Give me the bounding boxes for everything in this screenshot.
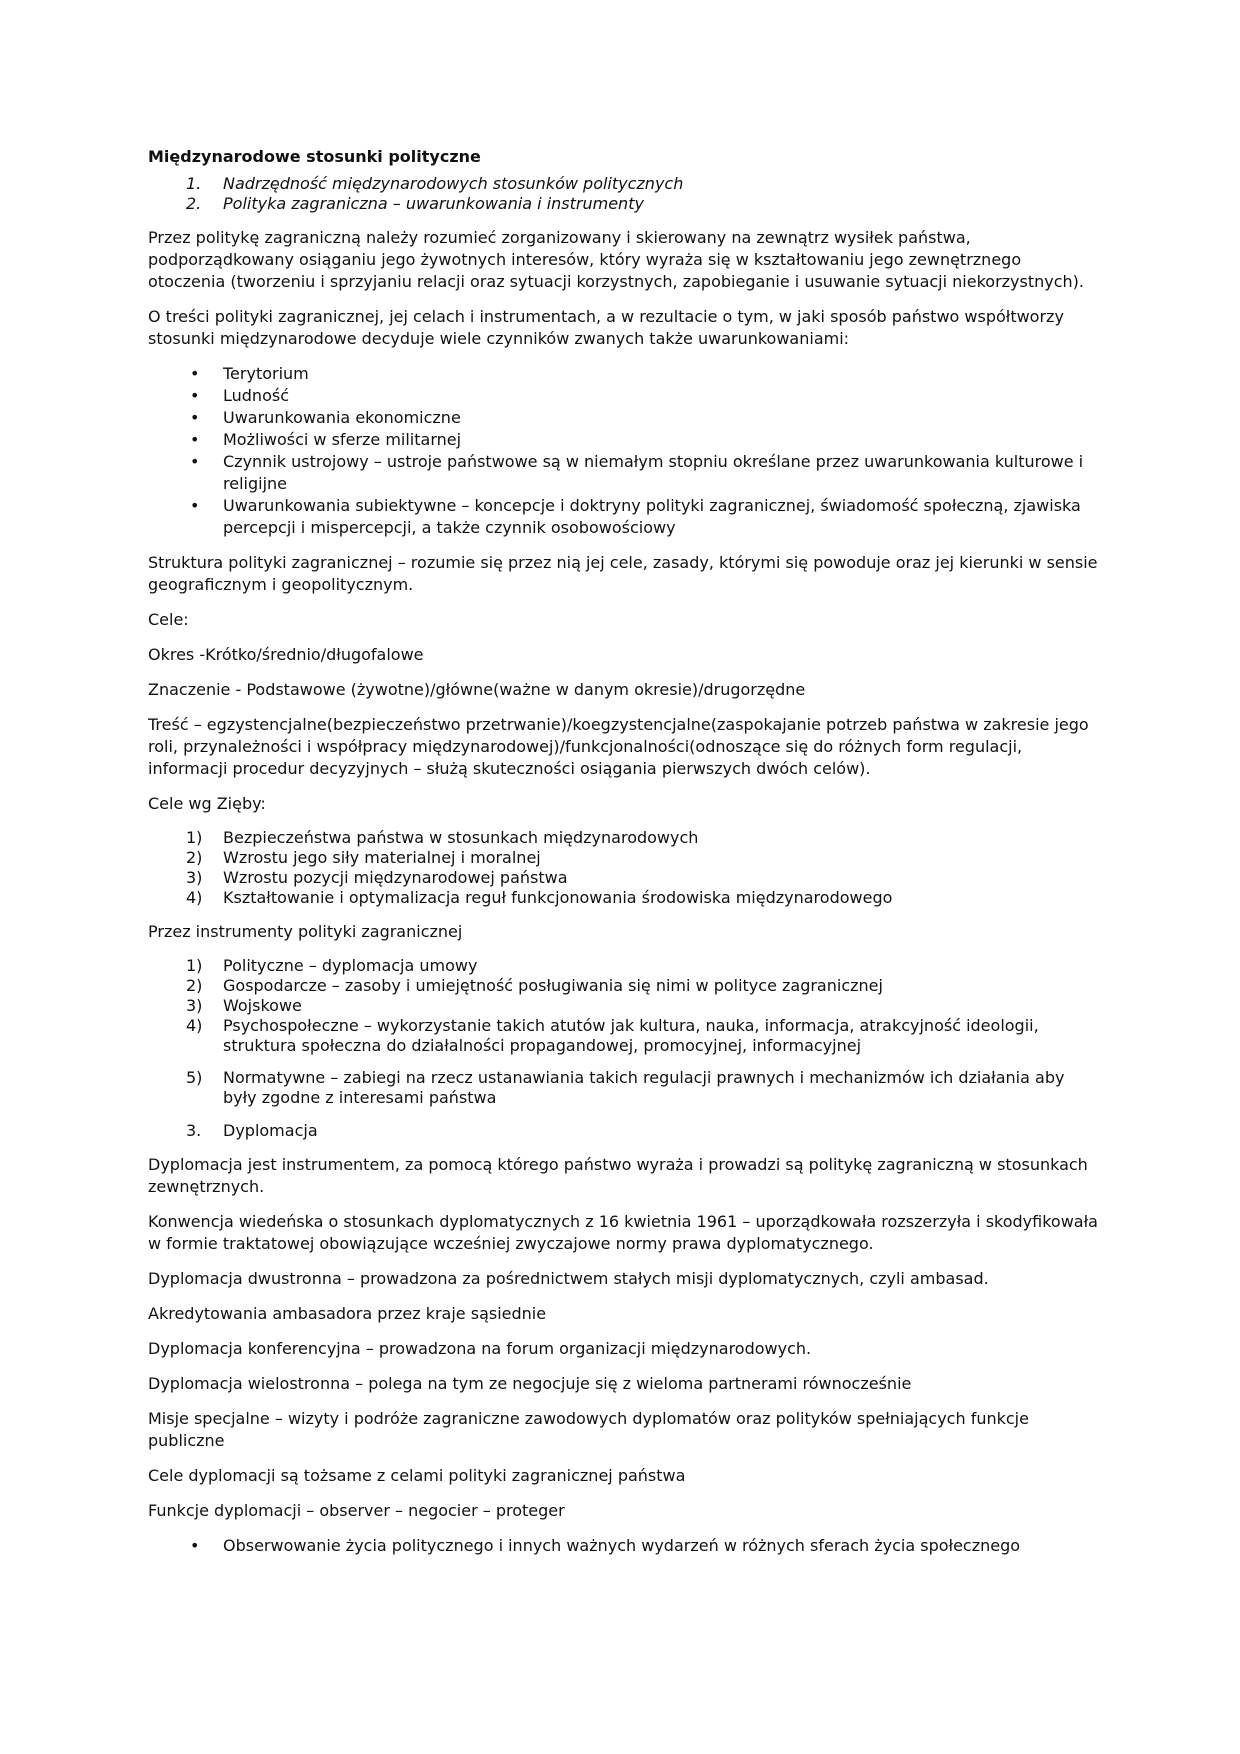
bullet-icon: • [190,386,200,405]
paragraph: Dyplomacja jest instrumentem, za pomocą którego państwo wyraża i prowadzi są politykę zagraniczną w stosunkach zewnętrznych. [148,1155,1088,1196]
list-item-text: Kształtowanie i optymalizacja reguł funkcjonowania środowiska międzynarodowego [223,888,893,907]
list-number: 1. [186,174,202,193]
list-item [148,174,1098,194]
list-number: 2) [186,976,203,995]
paragraph: Dyplomacja dwustronna – prowadzona za pośrednictwem stałych misji dyplomatycznych, czyli ambasad. [148,1269,989,1288]
list-item [148,1016,1098,1056]
bullet-icon: • [190,364,200,383]
list-item-text: Polityka zagraniczna – uwarunkowania i instrumenty [223,194,644,213]
paragraph: Okres -Krótko/średnio/długofalowe [148,645,424,664]
bullet-icon: • [190,430,200,449]
list-number: 2) [186,848,203,867]
bullet-icon: • [190,496,200,515]
bullet-icon: • [190,1536,200,1555]
paragraph: Treść – egzystencjalne(bezpieczeństwo przetrwanie)/koegzystencjalne(zaspokajanie potrzeb państwa w zakresie jego roli, przynależności i współpracy międzynarodowej)/funkcjonalności(odnoszące się do różnych form regulacji, informacji procedur decyzyjnych – służą skuteczności osiągania pierwszych dwóch celów). [148,715,1089,778]
goals-list [148,828,1098,908]
functions-list [148,1535,1098,1557]
paragraph: Misje specjalne – wizyty i podróże zagraniczne zawodowych dyplomatów oraz polityków spełniających funkcje publiczne [148,1409,1029,1450]
bullet-icon: • [190,408,200,427]
list-item [148,451,1098,495]
document-title: Międzynarodowe stosunki polityczne [148,147,481,166]
list-item [148,429,1098,451]
list-item-text: Ludność [223,386,289,405]
list-item-text: Uwarunkowania subiektywne – koncepcje i doktryny polityki zagranicznej, świadomość społeczną, zjawiska percepcji i mispercepcji, a także czynnik osobowościowy [223,496,1081,537]
section-heading [148,1121,1098,1141]
list-number: 4) [186,888,203,907]
list-item [148,996,1098,1016]
paragraph: Funkcje dyplomacji – observer – negocier – proteger [148,1501,565,1520]
list-item [148,868,1098,888]
paragraph: O treści polityki zagranicznej, jej celach i instrumentach, a w rezultacie o tym, w jaki sposób państwo współtworzy stosunki międzynarodowe decyduje wiele czynników zwanych także uwarunkowaniami: [148,307,1064,348]
list-item [148,956,1098,976]
list-item [148,407,1098,429]
list-item [148,976,1098,996]
paragraph: Struktura polityki zagranicznej – rozumie się przez nią jej cele, zasady, którymi się powoduje oraz jej kierunki w sensie geograficznym i geopolitycznym. [148,553,1098,594]
topic-list [148,174,1098,214]
list-item [148,1068,1098,1108]
document-page [148,146,1098,1570]
list-item [148,363,1098,385]
list-item-text: Nadrzędność międzynarodowych stosunków politycznych [223,174,684,193]
paragraph: Cele: [148,610,189,629]
list-item-text: Polityczne – dyplomacja umowy [223,956,478,975]
list-item-text: Dyplomacja [223,1121,318,1140]
factors-list [148,363,1098,539]
paragraph: Konwencja wiedeńska o stosunkach dyplomatycznych z 16 kwietnia 1961 – uporządkowała rozszerzyła i skodyfikowała w formie traktatowej obowiązujące wcześniej zwyczajowe normy prawa dyplomatycznego. [148,1212,1098,1253]
list-item-text: Uwarunkowania ekonomiczne [223,408,461,427]
list-number: 5) [186,1068,203,1087]
paragraph: Znaczenie - Podstawowe (żywotne)/główne(ważne w danym okresie)/drugorzędne [148,680,806,699]
list-item [148,194,1098,214]
list-item-text: Normatywne – zabiegi na rzecz ustanawiania takich regulacji prawnych i mechanizmów ich działania aby były zgodne z interesami państwa [223,1068,1065,1107]
list-item [148,1535,1098,1557]
list-number: 3) [186,868,203,887]
paragraph: Cele dyplomacji są tożsame z celami polityki zagranicznej państwa [148,1466,686,1485]
list-item-text: Obserwowanie życia politycznego i innych ważnych wydarzeń w różnych sferach życia społecznego [223,1536,1021,1555]
list-item [148,495,1098,539]
paragraph: Przez instrumenty polityki zagranicznej [148,922,463,941]
list-item-text: Gospodarcze – zasoby i umiejętność posługiwania się nimi w polityce zagranicznej [223,976,883,995]
paragraph: Akredytowania ambasadora przez kraje sąsiednie [148,1304,547,1323]
paragraph: Dyplomacja konferencyjna – prowadzona na forum organizacji międzynarodowych. [148,1339,812,1358]
paragraph: Przez politykę zagraniczną należy rozumieć zorganizowany i skierowany na zewnątrz wysiłek państwa, podporządkowany osiąganiu jego żywotnych interesów, który wyraża się w kształtowaniu jego zewnętrznego otoczenia (tworzeniu i sprzyjaniu relacji oraz sytuacji korzystnych, zapobieganie i usuwanie sytuacji niekorzystnych). [148,228,1084,291]
list-number: 1) [186,828,203,847]
paragraph: Cele wg Zięby: [148,794,266,813]
list-item [148,848,1098,868]
list-item [148,385,1098,407]
list-item-text: Możliwości w sferze militarnej [223,430,462,449]
list-number: 1) [186,956,203,975]
instruments-list [148,956,1098,1108]
list-item-text: Terytorium [223,364,309,383]
list-number: 4) [186,1016,203,1035]
list-number: 3. [186,1121,202,1140]
list-item-text: Czynnik ustrojowy – ustroje państwowe są w niemałym stopniu określane przez uwarunkowania kulturowe i religijne [223,452,1084,493]
list-number: 3) [186,996,203,1015]
list-item-text: Wzrostu pozycji międzynarodowej państwa [223,868,568,887]
list-item-text: Wojskowe [223,996,302,1015]
list-item [148,828,1098,848]
section-heading-list [148,1121,1098,1141]
paragraph: Dyplomacja wielostronna – polega na tym ze negocjuje się z wieloma partnerami równocześnie [148,1374,912,1393]
bullet-icon: • [190,452,200,471]
list-item-text: Bezpieczeństwa państwa w stosunkach międzynarodowych [223,828,699,847]
list-item-text: Psychospołeczne – wykorzystanie takich atutów jak kultura, nauka, informacja, atrakcyjność ideologii, struktura społeczna do działalności propagandowej, promocyjnej, informacyjnej [223,1016,1039,1055]
list-number: 2. [186,194,202,213]
list-item [148,888,1098,908]
list-item-text: Wzrostu jego siły materialnej i moralnej [223,848,541,867]
